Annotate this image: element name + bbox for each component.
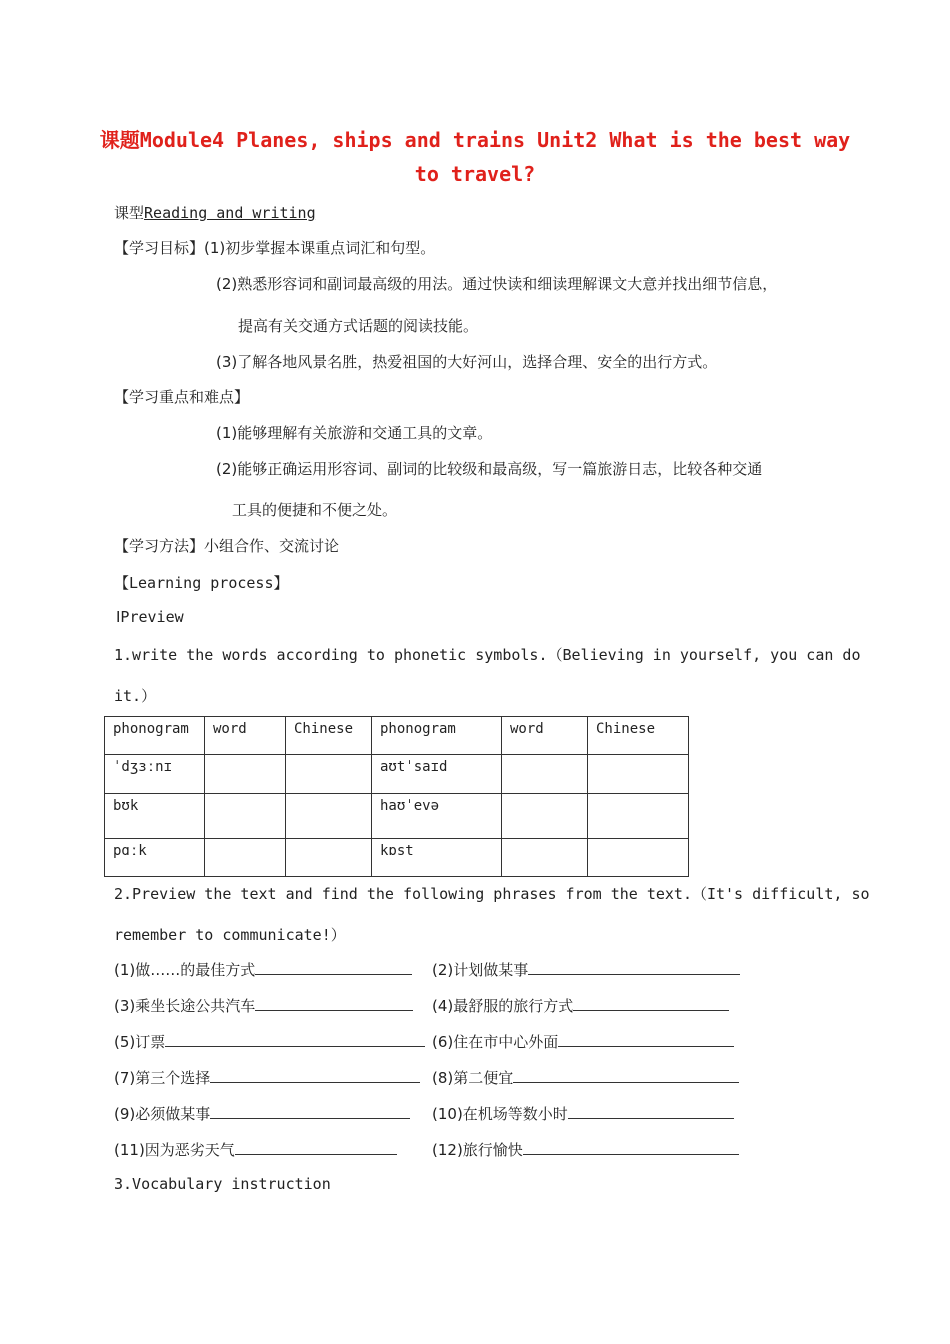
header-cell: phonogram (372, 717, 502, 755)
answer-blank[interactable] (558, 1031, 734, 1047)
answer-blank[interactable] (523, 1139, 739, 1155)
method-value: 小组合作、交流讨论 (204, 537, 340, 555)
word-answer-cell[interactable] (205, 755, 286, 794)
phrase-item (114, 959, 412, 980)
phrase-item (114, 1139, 397, 1160)
table-row (105, 839, 689, 877)
table-header-row (105, 717, 689, 755)
objectives-line-1 (114, 237, 435, 258)
header-cell: Chinese (588, 717, 689, 755)
lesson-type-label: 课型 (114, 204, 145, 222)
phrase-label: (4)最舒服的旅行方式 (432, 997, 574, 1015)
title-line-1: 课题Module4 Planes, ships and trains Unit2 What is the best way (99, 128, 851, 152)
objective-1: (1)初步掌握本课重点词汇和句型。 (204, 239, 436, 257)
phonogram-cell: bʊk (105, 794, 205, 839)
table-row (105, 755, 689, 794)
chinese-answer-cell[interactable] (588, 839, 689, 877)
phrase-label: (3)乘坐长途公共汽车 (114, 997, 256, 1015)
phonogram-cell: pɑːk (105, 839, 205, 877)
phrase-label: (8)第二便宜 (432, 1069, 514, 1087)
word-answer-cell[interactable] (502, 839, 588, 877)
answer-blank[interactable] (528, 959, 740, 975)
answer-blank[interactable] (165, 1031, 425, 1047)
phrase-label: (10)在机场等数小时 (432, 1105, 568, 1123)
answer-blank[interactable] (235, 1139, 397, 1155)
phrase-item (432, 1103, 734, 1124)
answer-blank[interactable] (573, 995, 729, 1011)
task2-line-1: 2.Preview the text and find the following phrases from the text.（It's difficult, so (114, 885, 870, 903)
key-point-2b: 工具的便捷和不便之处。 (232, 501, 398, 519)
answer-blank[interactable] (210, 1067, 420, 1083)
key-point-1: (1)能够理解有关旅游和交通工具的文章。 (216, 424, 493, 442)
phonogram-cell: haʊˈevə (372, 794, 502, 839)
objective-3: (3)了解各地风景名胜，热爱祖国的大好河山，选择合理、安全的出行方式。 (216, 353, 718, 371)
method-line (114, 535, 339, 556)
method-label: 【学习方法】 (114, 537, 205, 555)
key-point-2a: (2)能够正确运用形容词、副词的比较级和最高级，写一篇旅游日志，比较各种交通 (216, 460, 763, 478)
phrase-item (432, 959, 740, 980)
word-answer-cell[interactable] (205, 794, 286, 839)
chinese-answer-cell[interactable] (286, 755, 372, 794)
key-points-label: 【学习重点和难点】 (114, 388, 250, 406)
word-answer-cell[interactable] (502, 794, 588, 839)
header-cell: Chinese (286, 717, 372, 755)
phrase-label: (5)订票 (114, 1033, 166, 1051)
phrase-label: (6)住在市中心外面 (432, 1033, 559, 1051)
phrase-label: (11)因为恶劣天气 (114, 1141, 235, 1159)
chinese-answer-cell[interactable] (286, 794, 372, 839)
phrase-item (114, 1031, 425, 1052)
phrase-label: (9)必须做某事 (114, 1105, 211, 1123)
phrase-item (432, 1067, 739, 1088)
phrase-item (114, 1103, 410, 1124)
header-cell: word (205, 717, 286, 755)
phrase-label: (7)第三个选择 (114, 1069, 211, 1087)
header-cell: phonogram (105, 717, 205, 755)
answer-blank[interactable] (513, 1067, 739, 1083)
task1-line-2: it.） (114, 687, 157, 705)
phrase-label: (12)旅行愉快 (432, 1141, 523, 1159)
answer-blank[interactable] (255, 959, 412, 975)
task3-heading: 3.Vocabulary instruction (114, 1175, 331, 1193)
objective-2b: 提高有关交通方式话题的阅读技能。 (238, 317, 479, 335)
objectives-label: 【学习目标】 (114, 239, 205, 257)
header-cell: word (502, 717, 588, 755)
table-row (105, 794, 689, 839)
process-heading: 【Learning process】 (114, 574, 289, 592)
answer-blank[interactable] (210, 1103, 410, 1119)
answer-blank[interactable] (255, 995, 413, 1011)
task1-line-1: 1.write the words according to phonetic symbols.（Believing in yourself, you can do (114, 646, 861, 664)
answer-blank[interactable] (568, 1103, 734, 1119)
word-answer-cell[interactable] (205, 839, 286, 877)
chinese-answer-cell[interactable] (286, 839, 372, 877)
phrase-label: (1)做……的最佳方式 (114, 961, 256, 979)
chinese-answer-cell[interactable] (588, 755, 689, 794)
phrase-item (114, 1067, 420, 1088)
preview-heading: ⅠPreview (116, 608, 184, 626)
task2-line-2: remember to communicate!） (114, 926, 346, 944)
phonogram-cell: aʊtˈsaɪd (372, 755, 502, 794)
phonogram-cell: ˈdʒɜːnɪ (105, 755, 205, 794)
phrase-item (432, 995, 729, 1016)
phrase-item (432, 1031, 734, 1052)
phrase-item (432, 1139, 739, 1160)
phonogram-cell: kɒst (372, 839, 502, 877)
phrase-item (114, 995, 413, 1016)
objective-2a: (2)熟悉形容词和副词最高级的用法。通过快读和细读理解课文大意并找出细节信息， (216, 275, 778, 293)
lesson-type-value: Reading and writing (144, 204, 316, 222)
word-answer-cell[interactable] (502, 755, 588, 794)
chinese-answer-cell[interactable] (588, 794, 689, 839)
title-line-2: to travel? (414, 162, 536, 186)
phonetic-table (104, 716, 689, 877)
phrase-label: (2)计划做某事 (432, 961, 529, 979)
lesson-type (114, 202, 316, 223)
